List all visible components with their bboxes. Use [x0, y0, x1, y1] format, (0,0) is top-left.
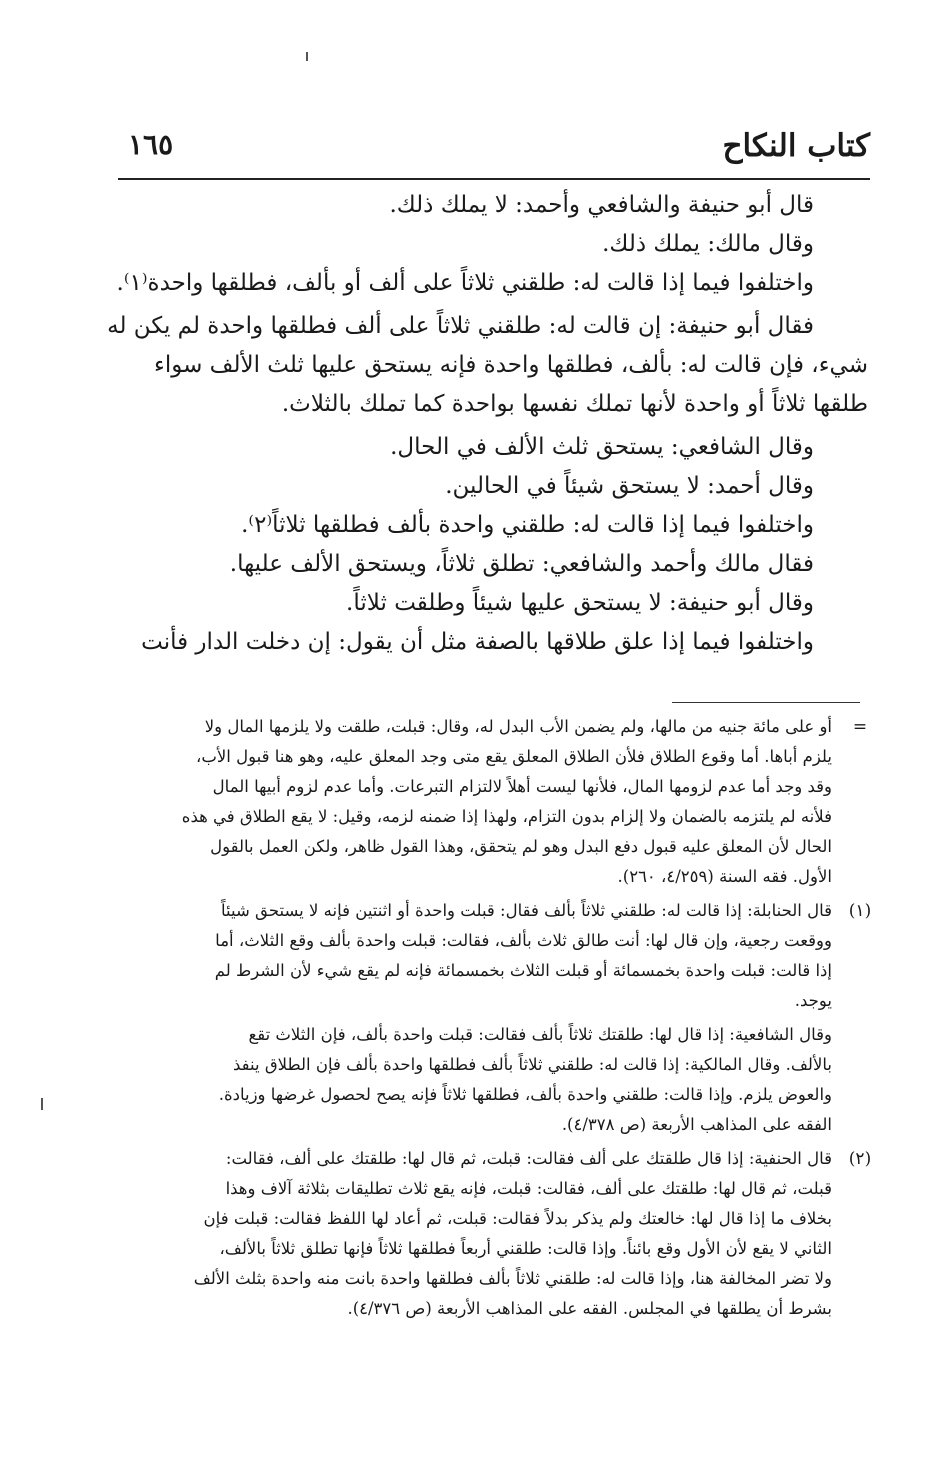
- footnote-separator: [672, 702, 860, 703]
- scan-mark-top: [306, 52, 308, 61]
- footnote-line: يلزم أباها. أما وقوع الطلاق فلأن الطلاق المعلق يقع متى وجد المعلق عليه، وهو هنا قبول الأب،: [196, 747, 832, 766]
- footnote-line: قبلت، ثم قال لها: طلقتك على ألف، فقالت: قبلت، فإنه يقع ثلاث تطليقات بثلاثة آلاف وهذا: [225, 1179, 832, 1198]
- page-number: ١٦٥: [128, 128, 174, 161]
- footnote-line: الفقه على المذاهب الأربعة (ص ٤/٣٧٨).: [561, 1115, 832, 1134]
- page-header: [118, 122, 870, 180]
- footnote-marker: =: [852, 717, 868, 737]
- footnote-continued: [118, 712, 880, 892]
- running-title: كتاب النكاح: [722, 128, 870, 164]
- text-line: وقال أبو حنيفة: لا يستحق عليها شيئاً وطلقت ثلاثاً.: [346, 590, 814, 616]
- footnote-line: أو على مائة جنيه من مالها، ولم يضمن الأب البدل له، وقال: قبلت، طلقت ولا يلزمها المال ولا: [204, 717, 832, 736]
- text-line: وقال الشافعي: يستحق ثلث الألف في الحال.: [390, 434, 814, 460]
- text-line: وقال مالك: يملك ذلك.: [602, 231, 814, 257]
- footnote-line: بالألف. وقال المالكية: إذا قالت له: طلقني ثلاثاً بألف فطلقها واحدة بألف فإن الطلاق ينفذ: [233, 1055, 832, 1074]
- footnote-line: وقال الشافعية: إذا قال لها: طلقتك ثلاثاً بألف فقالت: قبلت واحدة بألف، فإن الثلاث تقع: [248, 1025, 832, 1044]
- scan-mark-left: [41, 1098, 43, 1110]
- text-line: قال أبو حنيفة والشافعي وأحمد: لا يملك ذلك.: [389, 192, 814, 218]
- footnote-line: قال الحنابلة: إذا قالت له: طلقني ثلاثاً بألف فقال: قبلت واحدة أو اثنتين فإنه لا يستحق شيئاً: [221, 901, 832, 920]
- text-line: واختلفوا فيما إذا قالت له: طلقني ثلاثاً على ألف أو بألف، فطلقها واحدة⁽١⁾.: [116, 270, 814, 296]
- footnote-2: [118, 1144, 880, 1324]
- text-line: واختلفوا فيما إذا علق طلاقها بالصفة مثل أن يقول: إن دخلت الدار فأنت: [141, 629, 814, 655]
- footnote-1: [118, 896, 880, 1140]
- footnote-line: الثاني لا يقع لأن الأول وقع بائناً. وإذا قالت: طلقني أربعاً فطلقها ثلاثاً فإنها تطلق ثلاثاً بالألف،: [219, 1239, 832, 1258]
- footnote-line: بشرط أن يطلقها في المجلس. الفقه على المذاهب الأربعة (ص ٤/٣٧٦).: [347, 1299, 832, 1318]
- footnote-line: ووقعت رجعية، وإن قال لها: أنت طالق ثلاث بألف، فقالت: قبلت واحدة بألف وقع الثلاث، أما: [215, 931, 832, 950]
- footnote-line: يوجد.: [794, 991, 832, 1010]
- text-line: طلقها ثلاثاً أو واحدة لأنها تملك نفسها بواحدة كما تملك بالثلاث.: [281, 391, 868, 417]
- footnote-line: بخلاف ما إذا قال لها: خالعتك ولم يذكر بدلاً فقالت: قبلت، ثم أعاد لها اللفظ فقالت: قبلت فإن: [203, 1209, 832, 1228]
- text-line: فقال أبو حنيفة: إن قالت له: طلقني ثلاثاً على ألف فطلقها واحدة لم يكن له: [107, 313, 814, 339]
- text-line: وقال أحمد: لا يستحق شيئاً في الحالين.: [445, 473, 814, 499]
- footnotes: [118, 712, 880, 1328]
- main-text: [107, 186, 868, 662]
- footnote-line: الأول. فقه السنة (٤/٢٥٩، ٢٦٠).: [617, 867, 832, 886]
- footnote-line: إذا قالت: قبلت واحدة بخمسمائة أو قبلت الثلاث بخمسمائة فإنه لم يقع شيء لأن الشرط لم: [214, 961, 832, 980]
- text-line: فقال مالك وأحمد والشافعي: تطلق ثلاثاً، ويستحق الألف عليها.: [229, 551, 814, 577]
- footnote-line: ولا تضر المخالفة هنا، وإذا قالت له: طلقني ثلاثاً بألف فطلقها واحدة بانت منه واحدة بثلث الألف: [193, 1269, 832, 1288]
- footnote-line: الحال لأن المعلق عليه قبول دفع البدل وهو لم يتحقق، وهذا القول ظاهر، ولكن العمل بالقول: [210, 837, 832, 856]
- footnote-marker: (١): [848, 901, 872, 921]
- text-line: واختلفوا فيما إذا قالت له: طلقني واحدة بألف فطلقها ثلاثاً⁽٢⁾.: [241, 512, 814, 538]
- text-line: شيء، فإن قالت له: بألف، فطلقها واحدة فإنه يستحق عليها ثلث الألف سواء: [154, 352, 868, 378]
- footnote-line: وقد وجد أما عدم لزومها المال، فلأنها ليست أهلاً لالتزام التبرعات. وأما عدم لزوم أبيها المال: [212, 777, 832, 796]
- footnote-marker: (٢): [848, 1149, 872, 1169]
- footnote-line: فلأنه لم يلتزمه بالضمان ولا إلزام بدون التزام، ولهذا إذا ضمنه لزمه، وقيل: لا يقع الطلاق في هذه: [181, 807, 832, 826]
- footnote-line: والعوض يلزم. وإذا قالت: طلقني واحدة بألف، فطلقها ثلاثاً فإنه يصح لحصول غرضها وزيادة.: [218, 1085, 832, 1104]
- footnote-line: قال الحنفية: إذا قال طلقتك على ألف فقالت: قبلت، ثم قال لها: طلقتك على ألف، فقالت:: [225, 1149, 832, 1168]
